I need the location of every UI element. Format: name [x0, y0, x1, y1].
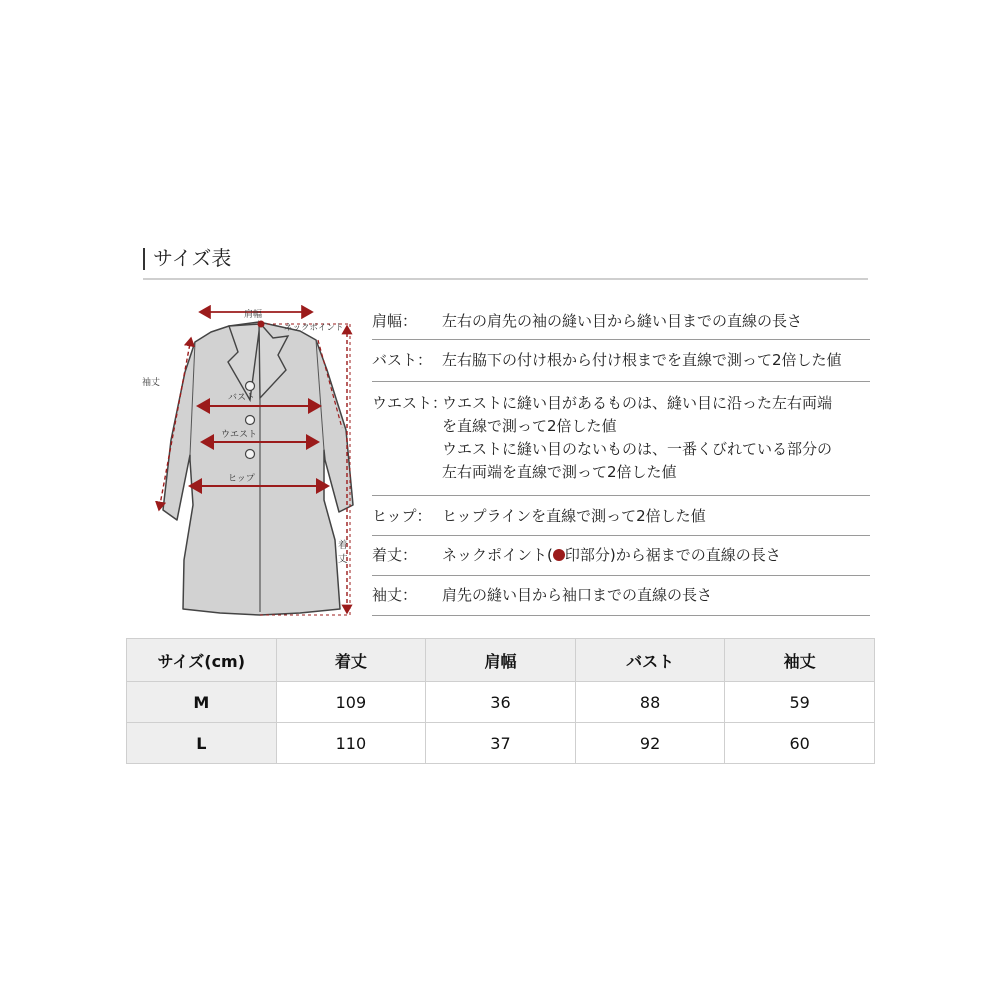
size-cell: M: [127, 682, 277, 723]
length-label-2: 丈: [338, 554, 348, 565]
definition-text: 肩先の縫い目から袖口までの直線の長さ: [442, 586, 713, 604]
coat-diagram: [128, 300, 368, 620]
definition-row-shoulder: [372, 300, 870, 340]
neck-point-label: ネックポイント: [284, 323, 344, 333]
size-table: [126, 638, 875, 764]
table-cell: 88: [575, 682, 725, 723]
heading-bar: [143, 248, 145, 270]
definition-text-after: 印部分)から裾までの直線の長さ: [564, 546, 781, 564]
definition-text-before: ネックポイント(: [442, 546, 553, 564]
size-table-header-row: [127, 639, 875, 682]
definition-label: ウエスト：: [372, 394, 448, 412]
hip-label: ヒップ: [228, 474, 255, 484]
table-cell: 110: [276, 723, 426, 764]
waist-label: ウエスト: [221, 430, 258, 440]
definition-row-hip: [372, 496, 870, 536]
definition-label: 着丈：: [372, 546, 418, 564]
definition-text: ウエストに縫い目があるものは、縫い目に沿った左右両端 を直線で測って2倍した値 ウエストに縫い目のないものは、一番くびれている部分の 左右両端を直線で測って2倍した値: [442, 394, 833, 481]
sleeve-label: 袖丈: [142, 378, 161, 388]
coat-shape: [163, 322, 353, 615]
definition-row-bust: [372, 340, 870, 382]
bust-label: バスト: [228, 393, 256, 403]
table-cell: 59: [725, 682, 875, 723]
button: [246, 450, 255, 459]
definition-text: 左右脇下の付け根から付け根までを直線で測って2倍した値: [442, 351, 842, 369]
size-cell: L: [127, 723, 277, 764]
coat-illustration: [128, 300, 368, 620]
table-cell: 36: [426, 682, 576, 723]
table-cell: 37: [426, 723, 576, 764]
definition-row-length: [372, 536, 870, 576]
length-label-1: 着: [338, 540, 348, 551]
page-title: サイズ表: [153, 246, 232, 270]
size-table-header: 肩幅: [426, 639, 576, 682]
table-cell: 60: [725, 723, 875, 764]
button: [246, 382, 255, 391]
definition-row-waist: [372, 382, 870, 496]
definition-label: バスト：: [372, 351, 433, 369]
definition-text: ヒップラインを直線で測って2倍した値: [442, 507, 706, 525]
definition-label: 肩幅：: [372, 312, 418, 330]
size-table-header: 着丈: [276, 639, 426, 682]
shoulder-label: 肩幅: [244, 310, 263, 320]
definition-text: [442, 544, 870, 575]
definition-label: ヒップ：: [372, 507, 432, 525]
neck-point-dot-icon: [553, 549, 565, 561]
size-table-header: 袖丈: [725, 639, 875, 682]
definitions-list: [372, 300, 870, 616]
table-cell: 109: [276, 682, 426, 723]
size-table-header: サイズ(cm): [127, 639, 277, 682]
size-table-header: バスト: [575, 639, 725, 682]
table-cell: 92: [575, 723, 725, 764]
table-row: [127, 723, 875, 764]
definition-row-sleeve: [372, 576, 870, 616]
button: [246, 416, 255, 425]
table-row: [127, 682, 875, 723]
definition-label: 袖丈：: [372, 586, 418, 604]
definition-text: 左右の肩先の袖の縫い目から縫い目までの直線の長さ: [442, 312, 803, 330]
section-heading: [143, 244, 868, 280]
